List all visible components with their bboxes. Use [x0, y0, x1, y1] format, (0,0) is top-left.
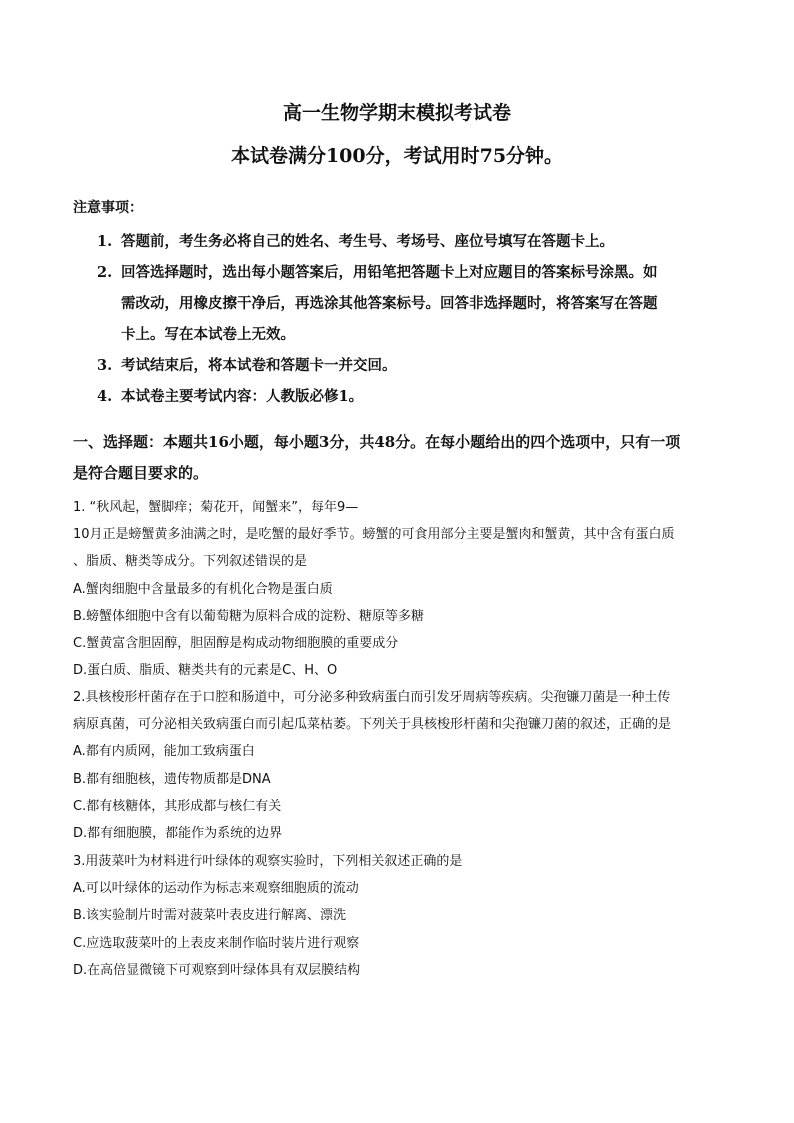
question-stem-line: 病原真菌，可分泌相关致病蛋白而引起瓜菜枯萎。下列关于具核梭形杆菌和尖孢镰刀菌的叙述，正确的是	[73, 717, 672, 733]
question-option-a: A.蟹肉细胞中含量最多的有机化合物是蛋白质	[73, 581, 333, 597]
section-heading	[73, 427, 680, 489]
question-option-b: B.该实验制片时需对菠菜叶表皮进行解离、漂洗	[73, 908, 347, 924]
notice-item-line: 本试卷主要考试内容：人教版必修1。	[121, 388, 364, 405]
question-option-c: C.蟹黄富含胆固醇，胆固醇是构成动物细胞膜的重要成分	[73, 636, 399, 652]
notice-item	[97, 226, 727, 257]
question-3	[73, 848, 462, 984]
question-1	[73, 494, 675, 684]
notice-heading: 注意事项：	[73, 200, 143, 216]
question-option-b: B.螃蟹体细胞中含有以葡萄糖为原料合成的淀粉、糖原等多糖	[73, 608, 425, 624]
notice-item-line: 答题前，考生务必将自己的姓名、考生号、考场号、座位号填写在答题卡上。	[121, 233, 614, 250]
question-option-d: D.蛋白质、脂质、糖类共有的元素是C、H、O	[73, 663, 338, 679]
question-option-b: B.都有细胞核，遗传物质都是DNA	[73, 771, 271, 787]
notice-item-line: 卡上。写在本试卷上无效。	[121, 326, 295, 343]
section-heading-line: 是符合题目要求的。	[73, 464, 209, 482]
question-option-c: C.应选取菠菜叶的上表皮来制作临时装片进行观察	[73, 935, 360, 951]
question-stem-line: 1. “秋风起，蟹脚痒；菊花开，闻蟹来”，每年9—	[73, 500, 359, 515]
question-stem-line: 3.用菠菜叶为材料进行叶绿体的观察实验时，下列相关叙述正确的是	[73, 854, 463, 869]
notice-item-number: 4.	[97, 388, 113, 405]
notice-item-number: 3.	[97, 357, 113, 374]
page-title: 高一生物学期末模拟考试卷	[282, 102, 511, 124]
question-option-d: D.在高倍显微镜下可观察到叶绿体具有双层膜结构	[73, 962, 361, 978]
notice-item	[97, 350, 727, 381]
question-stem-line: 2.具核梭形杆菌存在于口腔和肠道中，可分泌多种致病蛋白而引发牙周病等疾病。尖孢镰刀菌是一种土传	[73, 690, 671, 705]
notice-item-number: 1.	[97, 233, 113, 250]
notice-item	[97, 381, 727, 412]
question-option-a: A.都有内质网，能加工致病蛋白	[73, 744, 255, 760]
question-option-a: A.可以叶绿体的运动作为标志来观察细胞质的流动	[73, 881, 359, 897]
question-option-c: C.都有核糖体，其形成都与核仁有关	[73, 798, 282, 814]
page-subtitle: 本试卷满分100分，考试用时75分钟。	[230, 145, 564, 167]
notice-item-line: 需改动，用橡皮擦干净后，再选涂其他答案标号。回答非选择题时，将答案写在答题	[121, 295, 658, 312]
notice-item-line: 考试结束后，将本试卷和答题卡一并交回。	[121, 357, 397, 374]
notice-item-number: 2.	[97, 264, 113, 281]
notice-item	[97, 257, 727, 350]
question-2	[73, 684, 671, 847]
question-stem-line: 10月正是螃蟹黄多油满之时，是吃蟹的最好季节。螃蟹的可食用部分主要是蟹肉和蟹黄，其中含有蛋白质	[73, 527, 675, 543]
question-option-d: D.都有细胞膜，都能作为系统的边界	[73, 826, 283, 842]
section-heading-line: 一、选择题：本题共16小题，每小题3分，共48分。在每小题给出的四个选项中，只有一项	[73, 433, 681, 451]
question-stem-line: 、脂质、糖类等成分。下列叙述错误的是	[73, 554, 308, 570]
notice-item-line: 回答选择题时，选出每小题答案后，用铅笔把答题卡上对应题目的答案标号涂黑。如	[121, 264, 658, 281]
